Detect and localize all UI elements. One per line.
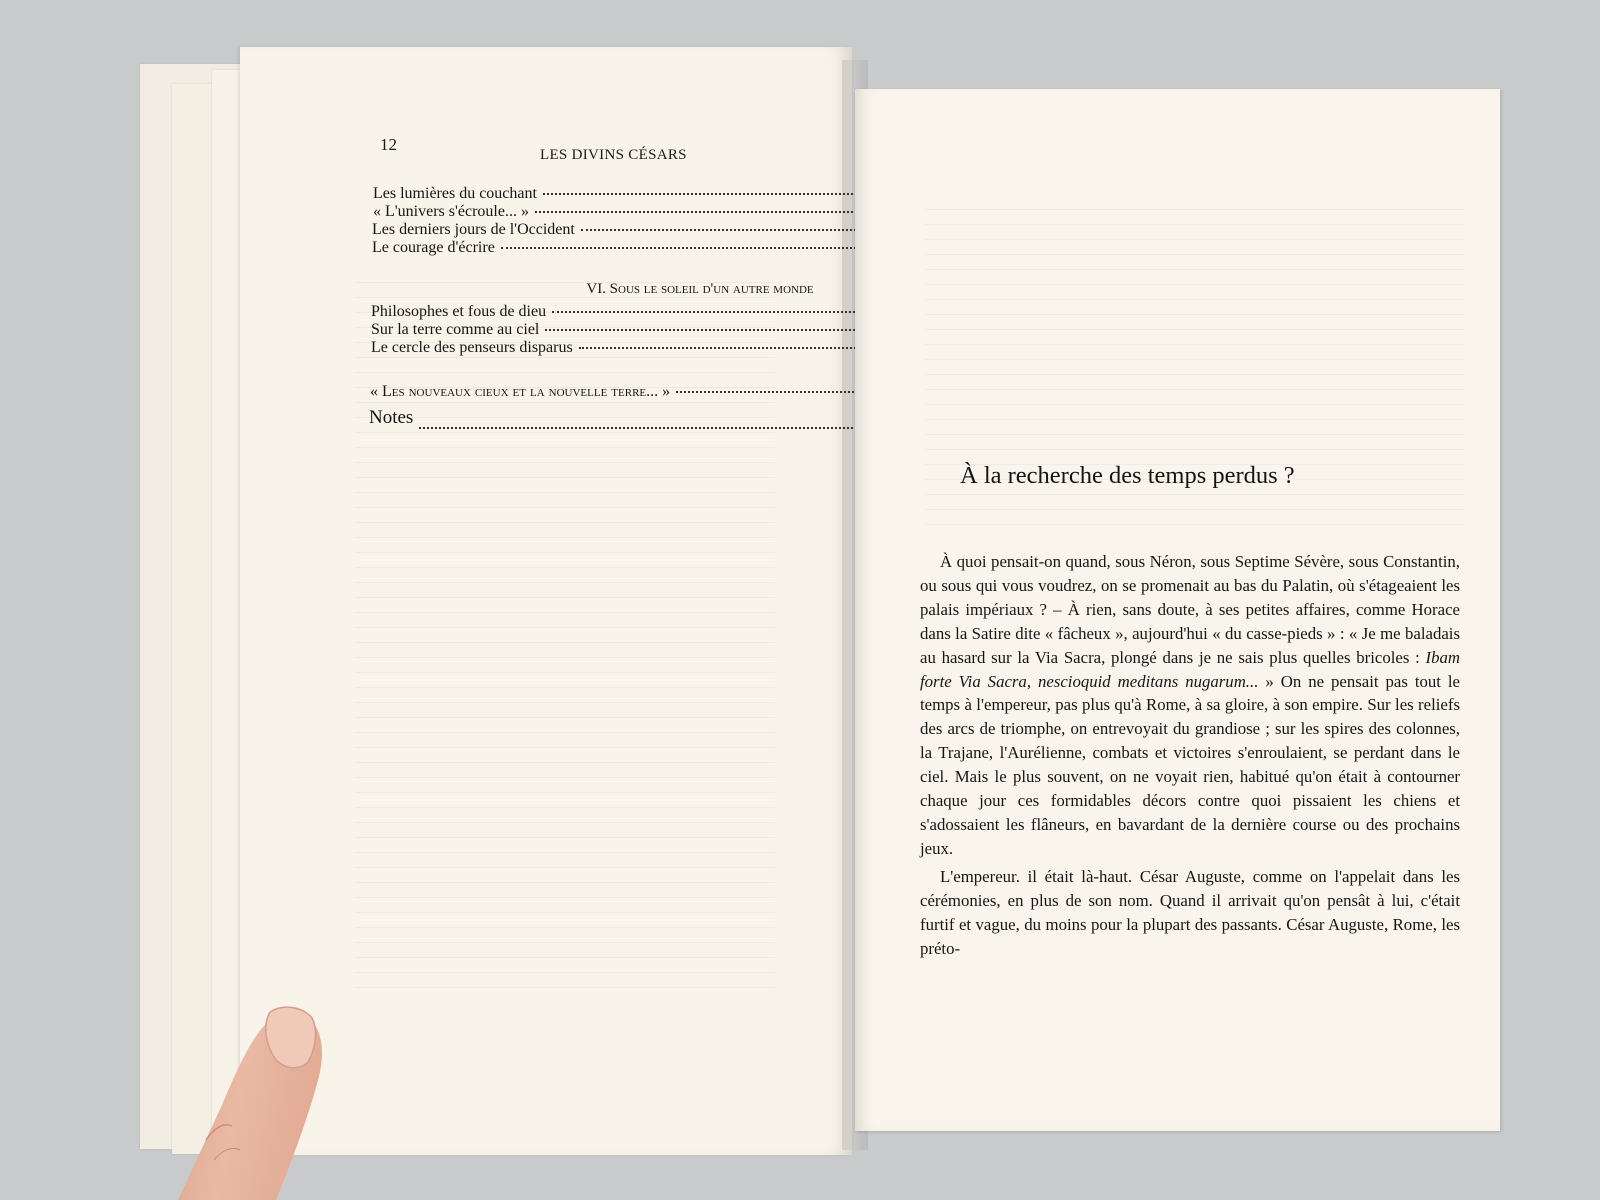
latin-quote: Ibam forte Via Sacra, nescioquid meditans nugarum...	[920, 647, 1460, 691]
toc-entry-title: Notes	[369, 407, 414, 428]
toc-entry-title: « L'univers s'écroule... »	[373, 203, 529, 220]
paragraph-text: À quoi pensait-on quand, sous Néron, sous Septime Sévère, sous Constantin, ou sous qui vous voudrez, on se promenait au bas du Palatin, où s'étageaient les palais impériaux ? – À rien, sans doute, à ses petites affaires, comme Horace dans la Satire dite « fâcheux », aujourd'hui « du casse-pieds » : « Je me baladais au hasard sur la Via Sacra, plongé dans je ne sais plus quelles bricoles :	[920, 552, 1460, 667]
toc-entry-title: Le courage d'écrire	[372, 239, 495, 256]
toc-section-heading: VI. Sous le soleil d'un autre monde	[586, 281, 814, 297]
running-head: LES DIVINS CÉSARS	[540, 147, 687, 163]
paragraph: L'empereur. il était là-haut. César Auguste, comme on l'appelait dans les cérémonies, en plus de son nom. Quand il arrivait qu'on pensât à lui, c'était furtif et vague, du moins pour la plupart des passants. César Auguste, Rome, les préto-	[920, 866, 1460, 958]
toc-entry-title: Le cercle des penseurs disparus	[371, 339, 573, 356]
toc-entry-title: « Les nouveaux cieux et la nouvelle terre... »	[370, 383, 671, 400]
toc-entry-title: Philosophes et fous de dieu	[371, 303, 547, 320]
toc-entry-title: Les lumières du couchant	[373, 185, 537, 202]
toc-entry-title: Les derniers jours de l'Occident	[372, 221, 575, 238]
toc-entry-title: Sur la terre comme au ciel	[371, 321, 540, 338]
page-number: 12	[380, 135, 397, 154]
chapter-title: À la recherche des temps perdus ?	[960, 462, 1295, 489]
paragraph-text: » On ne pensait pas tout le temps à l'empereur, pas plus qu'à Rome, à sa gloire, à son empire. Sur les reliefs des arcs de triomphe, on entrevoyait du grandiose ; sur les spires des colonnes, la Trajane, l'Aurélienne, combats et victoires s'enroulaient, se perdant dans le ciel. Mais le plus souvent, on ne voyait rien, habitué qu'on était à contourner chaque jour ces formidables décors contre quoi pissaient les chiens et s'adossaient les flâneurs, en bavardant de la dernière course ou des prochains jeux.	[920, 671, 1461, 858]
